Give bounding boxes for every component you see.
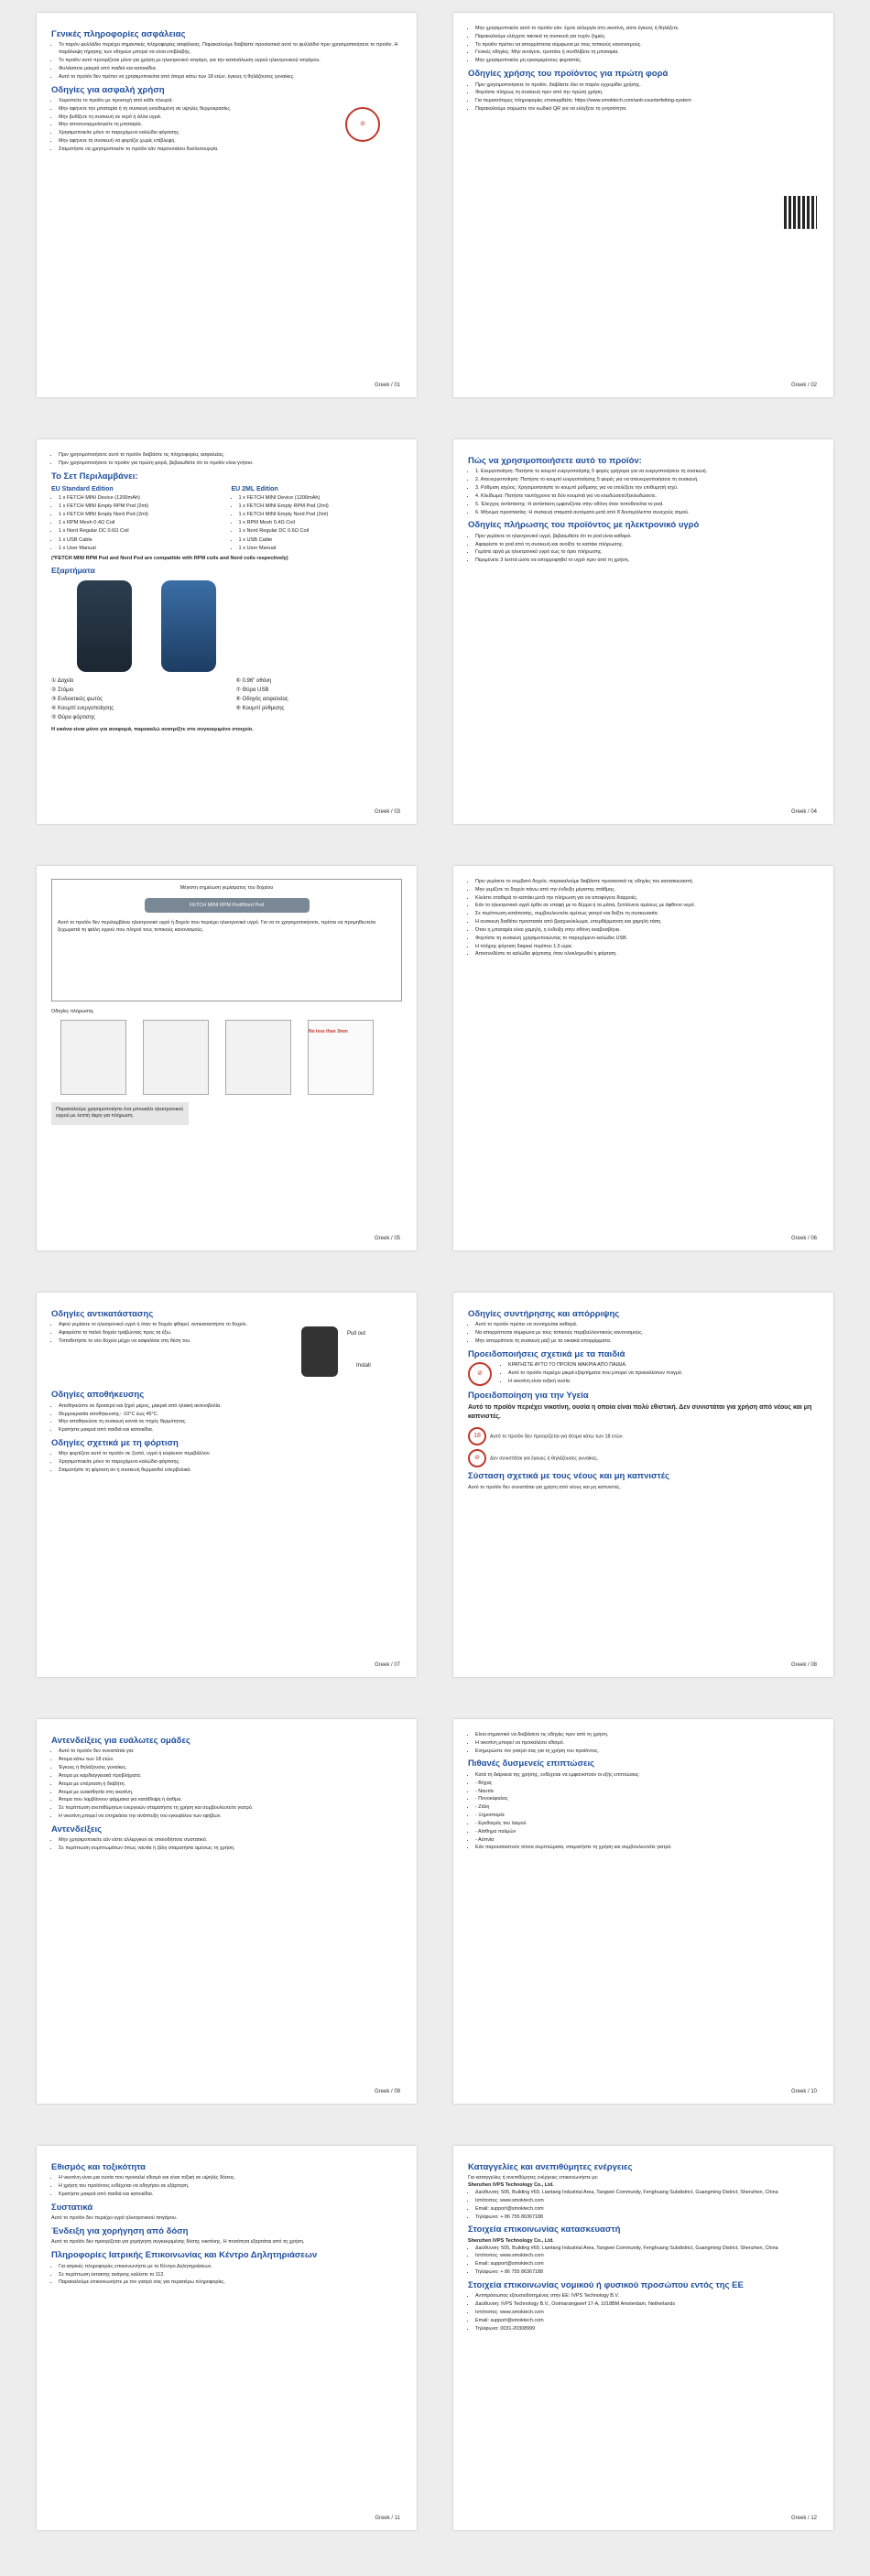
legend-item: ⑨ Κουμπί ρύθμισης [235,705,285,711]
section-heading: Πιθανές δυσμενείς επιπτώσεις [468,1759,595,1770]
maint-item: • Να απορρίπτεται σύμφωνα με τους τοπικούς περιβαλλοντικούς κανονισμούς. [475,1330,819,1337]
page-number: Greek / 02 [790,383,817,388]
page-08 [453,1293,833,1677]
section-heading: Στοιχεία επικοινωνίας νομικού ή φυσικού προσώπου εντός της ΕΕ [468,2279,744,2290]
vuln-item: • Άτομα με καρδιαγγειακά προβλήματα. [59,1773,402,1780]
first-use-item: • Πριν χρησιμοποιήσετε το προϊόν, διαβάστε όλο το παρόν εγχειρίδιο χρήσης. [475,82,773,90]
vuln-item: • Η νικοτίνη μπορεί να επηρεάσει την ανάπτυξη του εγκεφάλου των εφήβων. [59,1813,402,1821]
kit-item: • 1 x FETCH MINI Device (1200mAh) [239,494,403,502]
kit-contents [51,484,402,553]
age-18-icon: 18 [468,1427,486,1445]
section-heading: Οδηγίες πλήρωσης του προϊόντος με ηλεκτρονικό υγρό [468,520,700,531]
maint-list [468,1322,819,1345]
page-12 [453,2146,833,2530]
section-heading: Συστατικά [51,2202,93,2213]
intro-item: • Το προϊόν πρέπει να απορρίπτεται σύμφωνα με τους τοπικούς κανονισμούς. [475,42,819,49]
effect-item: • - Ζάλη [475,1804,819,1812]
page-number: Greek / 05 [374,1236,400,1241]
age-warning [468,1427,819,1445]
install-label: Install [356,1363,371,1369]
intro-item: • Παρακαλούμε ελέγχετε τακτικά τη συσκευή για τυχόν ζημιές. [475,34,819,41]
safety-item: • Μην βυθίζετε τη συσκευή σε νερό ή άλλα υγρά. [59,114,347,122]
note-item: • Αποσυνδέστε το καλώδιο φόρτισης όταν ολοκληρωθεί η φόρτιση. [475,951,819,958]
vuln-item: • Άτομα με ευαισθησία στη νικοτίνη. [59,1790,402,1797]
intro-list [468,26,819,65]
effect-item: • - Ξηροστομία [475,1813,819,1820]
kit-eu-title: EU Standard Edition [51,486,114,493]
intro-item: • Γενικές οδηγίες: Μην ανοίγετε, τρυπάτε ή συνθλίβετε τη μπαταρία. [475,49,819,57]
addiction-list [51,2175,402,2198]
device-image [161,580,216,672]
storage-item: • Κρατήστε μακριά από παιδιά και κατοικίδια. [59,1427,402,1434]
fill-item: • Αφαιρέστε το pod από τη συσκευή και ανοίξτε το καπάκι πλήρωσης. [475,542,819,549]
effect-item: • - Πονοκέφαλος [475,1796,819,1803]
page-number: Greek / 01 [374,383,400,388]
intro-item: • Ενημερώστε τον γιατρό σας για τη χρήση του προϊόντος. [475,1748,819,1756]
diagram-caption: Μέγιστη σημείωση γεμίσματος του δοχείου [179,885,274,891]
note-item: • Η συσκευή διαθέτει προστασία από βραχυκύκλωμα, υπερθέρμανση και χαμηλή τάση. [475,919,819,926]
address-item[interactable]: • Email: support@smoktech.com [475,2261,819,2268]
replace-item: • Τοποθετήστε το νέο δοχείο μέχρι να ασφαλίσει στη θέση του. [59,1338,285,1346]
dose-text: Αυτό το προϊόν δεν προορίζεται για χορήγηση συγκεκριμένης δόσης νικοτίνης. Η ποσότητα εξαρτάται από τη χρήση. [51,2239,305,2246]
tip-image [308,1020,374,1095]
vuln-item: • Άτομα με υπέρταση ή διαβήτη. [59,1781,402,1789]
note-item: • Φορτίστε τη συσκευή χρησιμοποιώντας το παρεχόμενο καλώδιο USB. [475,936,819,943]
vuln-item: • Σε περίπτωση ανεπιθύμητων ενεργειών σταματήστε τη χρήση και συμβουλευτείτε γιατρό. [59,1805,402,1813]
pod-image [301,1326,338,1377]
safety-item: • Χρησιμοποιείτε μόνο το παρεχόμενο καλώδιο φόρτισης. [59,130,347,137]
no-pregnant-icon: ⊘ [468,1449,486,1467]
page-05 [37,866,417,1250]
page-number: Greek / 04 [790,809,817,815]
intro-item: • Το προϊόν αυτό προορίζεται μόνο για χρήση με ηλεκτρονικό τσιγάρο, για την κατανάλωση υγρού ηλεκτρονικού τσιγάρου. [59,58,402,65]
kit-item: • 1 x User Manual [59,545,223,552]
medical-item: • Για ιατρικές πληροφορίες επικοινωνήστε με το Κέντρο Δηλητηριάσεων. [59,2264,402,2271]
parts-heading: Εξαρτήματα [51,565,95,575]
address-item[interactable]: • Ιστότοπος: www.smoktech.com [475,2198,819,2205]
legend-item: ⑧ Οδηγός ασφαλείας [235,696,288,702]
page-heading: Αντενδείξεις για ευάλωτες ομάδες [51,1736,190,1746]
addiction-item: • Η χρήση του προϊόντος ενδέχεται να οδηγήσει σε εξάρτηση. [59,2183,402,2191]
kit-item: • 1 x Nord Regular DC 0.6Ω Coil [59,527,223,535]
effect-item: • Εάν παρουσιαστούν τέτοια συμπτώματα, σταματήστε τη χρήση και συμβουλευτείτε γιατρό. [475,1845,819,1852]
fill-diagram [51,879,402,1001]
section-heading: Οδηγίες χρήσης του προϊόντος για πρώτη φορά [468,69,669,80]
child-item: • Η νικοτίνη είναι τοξική ουσία. [508,1379,819,1386]
note-item: • Εάν το ηλεκτρονικό υγρό έρθει σε επαφή με το δέρμα ή τα μάτια, ξεπλύνετε αμέσως με άφθονο νερό. [475,903,819,910]
vuln-item: • Άτομα κάτω των 18 ετών. [59,1757,402,1764]
page-number: Greek / 08 [790,1662,817,1668]
intro-item: • Είναι σημαντικό να διαβάσετε τις οδηγίες πριν από τη χρήση. [475,1732,819,1739]
effect-item: • - Ερεθισμός του λαιμού [475,1821,819,1828]
safety-item: • Χειριστείτε το προϊόν με προσοχή από κάθε πλευρά. [59,98,347,105]
note-item: • Η πλήρης φόρτιση διαρκεί περίπου 1,5 ώρα. [475,944,819,951]
note-item: • Σε περίπτωση κατάποσης, συμβουλευτείτε αμέσως γιατρό και δείξτε τη συσκευασία. [475,911,819,918]
page-01 [37,13,417,397]
kit-heading: Το Σετ Περιλαμβάνει: [51,471,138,482]
note-item: • Όταν η μπαταρία είναι χαμηλή, η ένδειξη στην οθόνη αναβοσβήνει. [475,927,819,935]
intro-item: • Πριν χρησιμοποιήσετε το προϊόν για πρώτη φορά, βεβαιωθείτε ότι το προϊόν είναι γνήσιο. [59,460,402,468]
safety-item: • Μην αφήνετε την μπαταρία ή τη συσκευή εκτεθειμένη σε υψηλές θερμοκρασίες. [59,106,347,114]
safety-item: • Μην αποσυναρμολογείτε τη μπαταρία. [59,122,347,129]
page-02 [453,13,833,397]
storage-list [51,1403,402,1434]
contra-item: • Σε περίπτωση συμπτωμάτων όπως ναυτία ή ζάλη σταματήστε αμέσως τη χρήση. [59,1845,402,1853]
note-item: • Πριν γεμίσετε το συμβατό δοχείο, παρακαλούμε διαβάστε προσεκτικά τις οδηγίες του κατασκευαστή. [475,879,819,886]
section-heading: Οδηγίες για ασφαλή χρήση [51,84,165,95]
no-children-icon: ⊘ [345,107,380,142]
pull-out-label: Pull out [347,1331,366,1337]
page-07 [37,1293,417,1677]
intro-item: • Μην χρησιμοποιείτε μη εγκεκριμένους φορτιστές. [475,58,819,65]
eu-item[interactable]: • Ιστότοπος: www.smoktech.com [475,2310,819,2317]
legend-item: ② Στόμιο [51,687,74,693]
fill-item: • Περιμένετε 3 λεπτά ώστε να απορροφηθεί το υγρό πριν από τη χρήση. [475,557,819,565]
intro-list [51,42,402,81]
legend-item: ③ Ενδεικτικός φωτός [51,696,103,702]
intro-item: • Η νικοτίνη μπορεί να προκαλέσει εθισμό. [475,1740,819,1748]
kit-item: • 1 x RPM Mesh 0.4Ω Coil [239,519,403,526]
vuln-list [51,1748,402,1820]
panel-text: Αυτό το προϊόν δεν περιλαμβάνει ηλεκτρονικό υγρό ή δοχείο που περιέχει ηλεκτρονικό υγρό. Για να το χρησιμοποιήσετε, πρέπει να προμηθευτείτε ξεχωριστά τη φιάλη υγρού που πληροί τους τοπικούς κανονισμούς. [58,919,376,933]
charge-item: • Σταματήστε τη φόρτιση αν η συσκευή θερμανθεί υπερβολικά. [59,1467,402,1475]
page-06 [453,866,833,1250]
no-children-icon: ⊘ [468,1362,492,1386]
intro-list [468,1732,819,1755]
effect-item: • - Αϋπνία [475,1837,819,1845]
eu-item: • Τηλέφωνο: 0031-20308999 [475,2326,819,2333]
step-item: • 5. Έλεγχος αντίστασης: Η αντίσταση εμφανίζεται στην οθόνη όταν τοποθετείται το pod. [475,502,819,509]
page-number: Greek / 11 [375,2516,400,2521]
kit-item: • 1 x Nord Regular DC 0.6Ω Coil [239,527,403,535]
tip-label: No less than 3mm [309,1028,348,1034]
address-item: • Διεύθυνση: 505, Building #69, Liantang Industrial Area, Tangwei Community, Fenghuang Subdistrict, Guangming District, Shenzhen, China [475,2246,819,2253]
addiction-item: • Κρατήστε μακριά από παιδιά και κατοικίδια. [59,2192,402,2199]
bottle-image [60,1020,126,1095]
section-heading: Σύσταση σχετικά με τους νέους και μη καπνιστές [468,1471,669,1482]
vuln-item: • Έγκυες ή θηλάζουσες γυναίκες. [59,1765,402,1772]
fill-list [468,534,819,565]
storage-item: • Αποθηκεύστε σε δροσερό και ξηρό μέρος, μακριά από ηλιακή ακτινοβολία. [59,1403,402,1411]
storage-item: • Θερμοκρασία αποθήκευσης: -10°C έως 45°C. [59,1412,402,1419]
kit-note: (*FETCH MINI RPM Pod and Nord Pod are compatible with RPM coils and Nord coils respectively) [51,555,288,561]
kit-item: • 1 x FETCH MINI Empty Nord Pod (2ml) [59,511,223,518]
section-heading: Προειδοποίηση για την Υγεία [468,1390,589,1401]
fill-steps-images [51,1020,402,1102]
address-item[interactable]: • Email: support@smoktech.com [475,2206,819,2213]
child-item: • ΚΡΑΤΗΣΤΕ ΑΥΤΟ ΤΟ ΠΡΟΪΟΝ ΜΑΚΡΙΑ ΑΠΟ ΠΑΙΔΙΑ. [508,1362,819,1369]
intro-item: • Αυτό το προϊόν δεν πρέπει να χρησιμοποιείται από άτομα κάτω των 18 ετών, έγκυες ή θηλάζουσες γυναίκες. [59,74,402,81]
step-item: • 6. Μήνυμα προστασίας: Η συσκευή σταματά αυτόματα μετά από 8 δευτερόλεπτα συνεχούς ατμού. [475,510,819,517]
section-heading: Ένδειξη για χορήγηση από δόση [51,2226,189,2237]
page-09 [37,1719,417,2104]
first-use-item[interactable]: • Για περισσότερες πληροφορίες επισκεφθείτε: https://www.smoktech.com/anti-counterfeiting-system [475,98,773,105]
eu-list [468,2293,819,2332]
replace-item: • Αφού γεμίσετε το ηλεκτρονικό υγρό ή όταν το δοχείο φθαρεί, αντικαταστήστε το δοχείο. [59,1322,285,1329]
parts-legend [51,677,402,720]
page-heading: Οδηγίες αντικατάστασης [51,1309,154,1319]
intro-item: • Το παρόν φυλλάδιο περιέχει σημαντικές πληροφορίες ασφάλειας. Παρακαλούμε διαβάστε προσεκτικά αυτό το φυλλάδιο πριν χρησιμοποιήσετε το προϊόν. Η παράλειψη τήρησης των οδηγιών μπορεί να είναι επιβλαβής. [59,42,402,57]
notes-list [468,879,819,958]
kit-item: • 1 x User Manual [239,545,403,552]
page-number: Greek / 10 [790,2089,817,2094]
kit-item: • 1 x FETCH MINI Empty RPM Pod (2ml) [59,503,223,510]
section-heading: Οδηγίες αποθήκευσης [51,1390,145,1401]
pod-image: FETCH MINI RPM Pod/Nord Pod [145,898,310,913]
address-list [468,2246,819,2277]
section-heading: Στοιχεία επικοινωνίας κατασκευαστή [468,2224,621,2235]
step-item: • 1. Ενεργοποίηση: Πατήστε το κουμπί ενεργοποίησης 5 φορές γρήγορα για να ενεργοποιήσετε τη συσκευή. [475,469,819,476]
first-use-list [468,82,819,114]
qr-code-icon [784,196,817,229]
charge-item: • Μην φορτίζετε αυτό το προϊόν σε ζεστό, υγρό ή εύφλεκτο περιβάλλον. [59,1451,402,1458]
vuln-item: • Αυτό το προϊόν δεν συνιστάται για: [59,1748,402,1756]
page-03 [37,439,417,824]
fill-item: • Πριν γεμίσετε το ηλεκτρονικό υγρό, βεβαιωθείτε ότι το pod είναι καθαρό. [475,534,819,541]
page-number: Greek / 12 [790,2516,817,2521]
address-item[interactable]: • Ιστότοπος: www.smoktech.com [475,2253,819,2260]
page-number: Greek / 09 [374,2089,400,2094]
charge-item: • Χρησιμοποιείτε μόνο το παρεχόμενο καλώδιο φόρτισης. [59,1459,402,1467]
safety-item: • Σταματήστε να χρησιμοποιείτε το προϊόν εάν παρουσιάσει δυσλειτουργία. [59,146,347,154]
first-use-item: • Παρακαλούμε σαρώστε τον κωδικό QR για να ελέγξετε τη γνησιότητα. [475,106,773,114]
page-number: Greek / 07 [374,1662,400,1668]
health-warning: Αυτό το προϊόν περιέχει νικοτίνη, ουσία η οποία είναι πολύ εθιστική. Δεν συνιστάται για χρήση από νέους και μη καπνιστές. [468,1404,812,1421]
page-heading: Καταγγελίες και ανεπιθύμητες ενέργειες [468,2162,633,2172]
address-item: • Διεύθυνση: 505, Building #69, Liantang Industrial Area, Tangwei Community, Fenghuang Subdistrict, Guangming District, Shenzhen, China [475,2190,819,2197]
eu-item: • Διεύθυνση: IVPS Technology B.V., Ootmarsingwerf 17-A, 1018BM Amsterdam, Netherlands [475,2301,819,2309]
page-11 [37,2146,417,2530]
section-heading: Οδηγίες σχετικά με τη φόρτιση [51,1438,179,1449]
page-heading: Οδηγίες συντήρησης και απόρριψης [468,1309,620,1319]
youth-text: Αυτό το προϊόν δεν συνιστάται για χρήση από νέους και μη καπνιστές. [468,1484,622,1490]
steps-title: Οδηγίες πλήρωσης [51,1009,94,1014]
effect-item: • - Βήχας [475,1780,819,1788]
section-heading: Προειδοποιήσεις σχετικά με τα παιδιά [468,1348,625,1359]
eu-item[interactable]: • Email: support@smoktech.com [475,2318,819,2325]
gray-note: Παρακαλούμε χρησιμοποιήστε ένα μπουκάλι ηλεκτρονικού υγρού με λεπτή άκρη για πλήρωση. [51,1102,189,1125]
company-name: Shenzhen IVPS Technology Co., Ltd. [468,2237,554,2244]
effect-item: • - Αίσθημα παλμών [475,1829,819,1836]
kit-2ml-title: EU 2ML Edition [231,486,278,493]
kit-item: • 1 x FETCH MINI Device (1200mAh) [59,494,223,502]
first-use-item: • Φορτίστε πλήρως τη συσκευή πριν από την πρώτη χρήση. [475,90,773,97]
eu-item: • Αντιπρόσωπος εξουσιοδοτημένος στην ΕΕ: IVPS Technology B.V. [475,2293,819,2300]
address-item: • Τηλέφωνο: + 86 755 86367188 [475,2269,819,2277]
maint-item: • Αυτό το προϊόν πρέπει να συντηρείται καθαρά. [475,1322,819,1329]
kit-item: • 1 x USB Cable [239,536,403,544]
page-heading: Εθισμός και τοξικότητα [51,2162,146,2172]
age-warning-text: Αυτό το προϊόν δεν προορίζεται για άτομα κάτω των 18 ετών. [490,1434,624,1440]
page-heading: Πώς να χρησιμοποιήσετε αυτό το προϊόν: [468,456,642,466]
step-item: • 4. Κλείδωμα: Πατήστε ταυτόχρονα τα δύο κουμπιά για να κλειδώσετε/ξεκλειδώσετε. [475,493,819,501]
pregnancy-warning-text: Δεν συνιστάται για έγκυες ή θηλάζουσες γυναίκες. [490,1456,599,1462]
replace-list [51,1322,285,1386]
address-item: • Τηλέφωνο: + 86 755 86367188 [475,2214,819,2222]
contra-item: • Μην χρησιμοποιείτε εάν είστε αλλεργικοί σε οποιοδήποτε συστατικό. [59,1837,402,1845]
fill-item: • Γεμίστε αργά με ηλεκτρονικό υγρό έως το όριο πλήρωσης. [475,549,819,557]
legend-item: ⑤ Θύρα φόρτισης [51,714,95,720]
bottle-image [143,1020,209,1095]
page-04 [453,439,833,824]
legend-item: ⑦ Θύρα USB [235,687,269,693]
medical-item: • Παρακαλούμε επικοινωνήστε με τον γιατρό σας για περαιτέρω πληροφορίες. [59,2279,402,2287]
kit-item: • 1 x USB Cable [59,536,223,544]
addiction-item: • Η νικοτίνη είναι μια ουσία που προκαλεί εθισμό και είναι τοξική σε υψηλές δόσεις. [59,2175,402,2182]
intro-item: • Πριν χρησιμοποιήσετε αυτό το προϊόν διαβάστε τις πληροφορίες ασφαλείας. [59,452,402,460]
legend-item: ⑥ 0.96" οθόνη [235,677,272,684]
replace-diagram [292,1322,402,1386]
address-list [468,2190,819,2221]
effects-list [468,1772,819,1852]
charge-list [51,1451,402,1474]
reference-note: Η εικόνα είναι μόνο για αναφορά, παρακαλώ ανατρέξτε στο συγκεκριμένο στοιχείο. [51,726,254,732]
storage-item: • Μην αποθηκεύετε τη συσκευή κοντά σε πηγές θερμότητας. [59,1419,402,1426]
page-10 [453,1719,833,2104]
ingredients-text: Αυτό το προϊόν δεν περιέχει υγρό ηλεκτρονικού τσιγάρου. [51,2215,178,2222]
page-heading: Γενικές πληροφορίες ασφάλειας [51,29,186,39]
step-item: • 2. Απενεργοποίηση: Πατήστε το κουμπί ενεργοποίησης 5 φορές για να απενεργοποιήσετε τη συσκευή. [475,477,819,484]
device-image [77,580,132,672]
vuln-item: • Άτομα που λαμβάνουν φάρμακα για κατάθλιψη ή άσθμα. [59,1797,402,1804]
pregnancy-warning [468,1449,819,1467]
effect-item: • - Ναυτία [475,1789,819,1796]
intro-list [51,452,402,468]
legend-item: ① Δοχείο [51,677,74,684]
effect-item: • Κατά τη διάρκεια της χρήσης, ενδέχεται να εμφανιστούν οι εξής επιπτώσεις: [475,1772,819,1780]
note-item: • Μην γεμίζετε το δοχείο πάνω από την ένδειξη μέγιστης στάθμης. [475,887,819,894]
child-item: • Αυτό το προϊόν περιέχει μικρά εξαρτήματα που μπορεί να προκαλέσουν πνιγμό. [508,1370,819,1378]
page-number: Greek / 06 [790,1236,817,1241]
contra-list [51,1837,402,1853]
intro-item: • Μην χρησιμοποιείτε αυτό το προϊόν εάν: έχετε αλλεργία στη νικοτίνη, είστε έγκυος ή θηλάζετε. [475,26,819,33]
intro-item: • Φυλάσσετε μακριά από παιδιά και κατοικίδια. [59,66,402,73]
maint-item: • Μην απορρίπτετε τη συσκευή μαζί με τα οικιακά απορρίμματα. [475,1338,819,1346]
steps-list [468,469,819,516]
kit-item: • 1 x FETCH MINI Empty Nord Pod (2ml) [239,511,403,518]
page-number: Greek / 03 [374,809,400,815]
replace-item: • Αφαιρέστε το παλιό δοχείο τραβώντας προς τα έξω. [59,1330,285,1337]
legend-item: ④ Κουμπί ενεργοποίησης [51,705,114,711]
step-item: • 3. Ρύθμιση ισχύος: Χρησιμοποιήστε το κουμπί ρύθμισης για να επιλέξετε την επιθυμητή ισχύ. [475,485,819,492]
complaint-text: Για καταγγελίες ή ανεπιθύμητες ενέργειες επικοινωνήστε με: [468,2175,599,2181]
bottle-image [225,1020,291,1095]
kit-item: • 1 x RPM Mesh 0.4Ω Coil [59,519,223,526]
medical-list [51,2264,402,2287]
note-item: • Κλείστε σταθερά το καπάκι μετά την πλήρωση για να αποφύγετε διαρροές. [475,895,819,903]
company-name: Shenzhen IVPS Technology Co., Ltd. [468,2182,554,2189]
kit-item: • 1 x FETCH MINI Empty RPM Pod (2ml) [239,503,403,510]
child-list [501,1362,819,1386]
medical-item: • Σε περίπτωση έκτακτης ανάγκης καλέστε το 112. [59,2272,402,2279]
safety-item: • Μην αφήνετε τη συσκευή να φορτίζει χωρίς επίβλεψη. [59,138,347,146]
section-heading: Αντενδείξεις [51,1824,103,1835]
section-heading: Πληροφορίες Ιατρικής Επικοινωνίας και Κέντρο Δηλητηριάσεων [51,2250,318,2261]
